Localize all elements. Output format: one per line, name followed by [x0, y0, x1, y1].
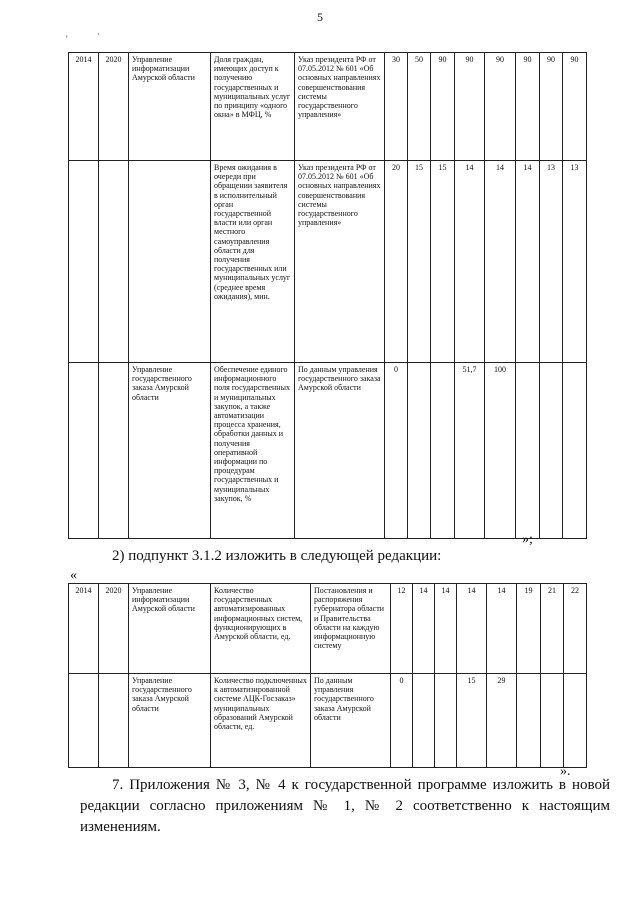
scan-mark: '	[66, 34, 68, 44]
indicator-cell: Доля граждан, имеющих доступ к получению государственных и муниципальных услуг по принципу «одного окна» в МФЦ, %	[211, 53, 295, 161]
source-cell: По данным управления государственного заказа Амурской области	[295, 363, 385, 539]
value-cell: 13	[540, 161, 563, 363]
value-cell: 14	[457, 584, 487, 674]
value-cell: 15	[431, 161, 455, 363]
value-cell: 19	[517, 584, 541, 674]
department-cell: Управление информатизации Амурской области	[129, 584, 211, 674]
value-cell	[563, 363, 587, 539]
source-cell: Указ президента РФ от 07.05.2012 № 601 «Об основных направлениях совершенствования системы государственного управления»	[295, 161, 385, 363]
subpoint-heading: 2) подпункт 3.1.2 изложить в следующей редакции:	[112, 548, 442, 564]
value-cell: 90	[455, 53, 485, 161]
year-to	[99, 363, 129, 539]
value-cell	[413, 674, 435, 768]
value-cell: 100	[485, 363, 516, 539]
table-row	[69, 584, 587, 674]
value-cell: 90	[431, 53, 455, 161]
value-cell: 20	[385, 161, 408, 363]
value-cell: 14	[487, 584, 517, 674]
year-from: 2014	[69, 53, 99, 161]
value-cell	[564, 674, 587, 768]
value-cell: 22	[564, 584, 587, 674]
department-cell: Управление государственного заказа Амурской области	[129, 363, 211, 539]
department-cell: Управление государственного заказа Амурской области	[129, 674, 211, 768]
year-from	[69, 161, 99, 363]
value-cell	[431, 363, 455, 539]
value-cell: 90	[485, 53, 516, 161]
year-from: 2014	[69, 584, 99, 674]
source-cell: Постановления и распоряжения губернатора области и Правительства области на каждую информационную систему	[311, 584, 391, 674]
value-cell: 14	[455, 161, 485, 363]
value-cell: 30	[385, 53, 408, 161]
paragraph-7: 7. Приложения № 3, № 4 к государственной программе изложить в новой редакции согласно приложениям № 1, № 2 соответственно к настоящим изменениям.	[80, 777, 610, 835]
source-cell: По данным управления государственного заказа Амурской области	[311, 674, 391, 768]
value-cell: 14	[413, 584, 435, 674]
year-from	[69, 674, 99, 768]
value-cell	[408, 363, 431, 539]
value-cell: 0	[385, 363, 408, 539]
value-cell	[541, 674, 564, 768]
table-row	[69, 674, 587, 768]
indicator-cell: Количество государственных автоматизированных информационных систем, функционирующих в Амурской области, ед.	[211, 584, 311, 674]
value-cell: 50	[408, 53, 431, 161]
year-from	[69, 363, 99, 539]
year-to	[99, 674, 129, 768]
year-to	[99, 161, 129, 363]
year-to: 2020	[99, 584, 129, 674]
value-cell	[516, 363, 540, 539]
closing-quote: »;	[522, 532, 533, 547]
indicator-cell: Время ожидания в очереди при обращении заявителя в исполнительный орган государственной власти или орган местного самоуправления области для получения государственных или муниципальных услуг (среднее время ожидания), мин.	[211, 161, 295, 363]
value-cell: 15	[408, 161, 431, 363]
value-cell: 51,7	[455, 363, 485, 539]
value-cell: 14	[485, 161, 516, 363]
page-number: 5	[317, 10, 323, 24]
value-cell: 12	[391, 584, 413, 674]
department-cell	[129, 161, 211, 363]
value-cell	[540, 363, 563, 539]
value-cell: 13	[563, 161, 587, 363]
value-cell: 29	[487, 674, 517, 768]
value-cell: 90	[563, 53, 587, 161]
value-cell: 90	[540, 53, 563, 161]
table-row	[69, 363, 587, 539]
table-row	[69, 53, 587, 161]
indicators-table-2	[68, 583, 587, 768]
indicators-table-1	[68, 52, 587, 539]
indicator-cell: Обеспечение единого информационного поля государственных и муниципальных закупок, а также автоматизации процесса хранения, обработки данных и получения оперативной информации по процедурам государственных и муниципальных закупок, %	[211, 363, 295, 539]
value-cell	[517, 674, 541, 768]
value-cell: 0	[391, 674, 413, 768]
value-cell: 15	[457, 674, 487, 768]
department-cell: Управление информатизации Амурской области	[129, 53, 211, 161]
value-cell: 21	[541, 584, 564, 674]
value-cell: 90	[516, 53, 540, 161]
indicator-cell: Количество подключенных к автоматизированной системе АЦК-Госзаказ» муниципальных образований Амурской области, ед.	[211, 674, 311, 768]
table-row	[69, 161, 587, 363]
scan-mark: `	[97, 32, 100, 42]
source-cell: Указ президента РФ от 07.05.2012 № 601 «Об основных направлениях совершенствования системы государственного управления»	[295, 53, 385, 161]
opening-quote: «	[70, 568, 77, 583]
closing-quote: ».	[560, 764, 571, 779]
value-cell	[435, 674, 457, 768]
year-to: 2020	[99, 53, 129, 161]
value-cell: 14	[435, 584, 457, 674]
value-cell: 14	[516, 161, 540, 363]
